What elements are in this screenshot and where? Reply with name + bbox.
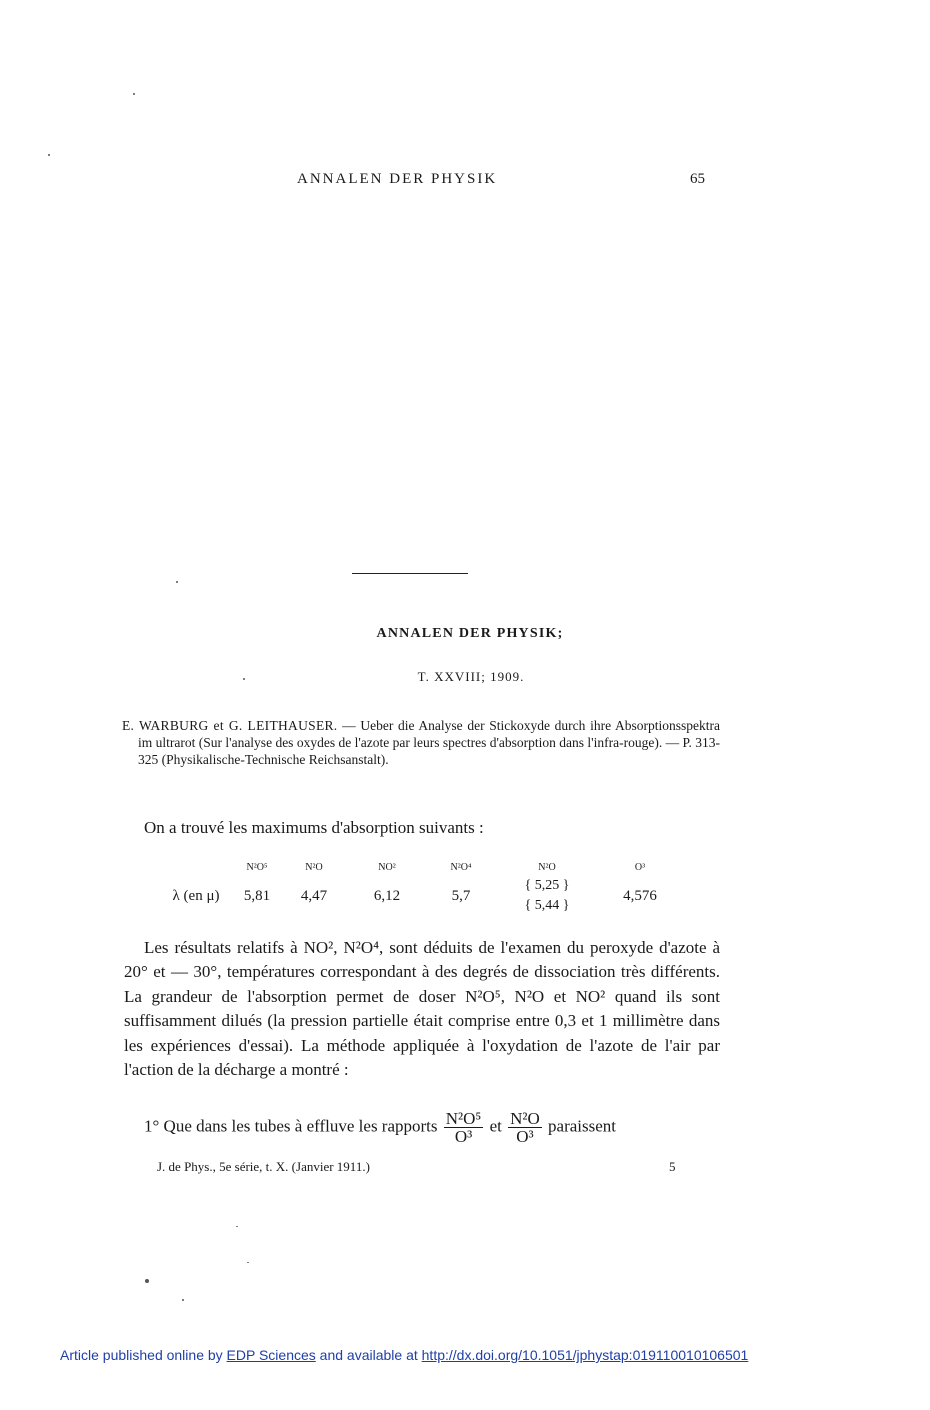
enumeration-mid: et — [489, 1116, 502, 1136]
fraction-denominator: O³ — [454, 1127, 473, 1146]
page-number: 65 — [690, 171, 705, 187]
doi-link[interactable]: http://dx.doi.org/10.1051/jphystap:019110010106501 — [421, 1347, 749, 1363]
column-header: N²O⁵ — [246, 861, 268, 873]
online-publication-note — [60, 1347, 748, 1363]
absorption-table — [150, 858, 690, 916]
note-middle: and available at — [315, 1347, 422, 1363]
paragraph-text: , N²O⁴ — [333, 938, 380, 957]
column-header: N²O — [538, 861, 556, 873]
reference-text: — Ueber die Analyse der Stickoxyde durch ihre Absorptionsspektra im ultrarot (Sur l'analyse des oxydes de l'azote par leurs spectres d'absorption dans l'infra-rouge). — P. 313-325 (Physikalische-Technische Reichsanstalt). — [138, 718, 720, 767]
scan-speck — [133, 93, 135, 95]
table-cell: 5,7 — [451, 887, 471, 904]
fraction-numerator: N²O — [510, 1109, 540, 1128]
publisher-link[interactable]: EDP Sciences — [226, 1347, 316, 1363]
body-paragraph — [124, 936, 720, 1082]
enumeration-start: 1° Que dans les tubes à effluve les rapports — [144, 1116, 438, 1136]
brace-left: { — [524, 898, 535, 913]
fraction — [508, 1110, 542, 1145]
column-header: N²O⁴ — [450, 861, 472, 873]
scan-speck — [236, 1226, 238, 1227]
table-corner — [150, 858, 242, 876]
paragraph-text: Les résultats relatifs à NO² — [144, 938, 334, 957]
column-header: NO² — [378, 861, 396, 873]
table-value-row — [150, 876, 690, 916]
fraction-denominator: O³ — [516, 1127, 534, 1146]
enumeration-line — [144, 1110, 722, 1145]
table-cell: 6,12 — [373, 887, 401, 904]
fraction-numerator: N²O⁵ — [445, 1109, 482, 1128]
scan-speck — [145, 1279, 149, 1283]
scan-speck — [182, 1299, 184, 1301]
brace-right: } — [559, 898, 570, 913]
bibliographic-reference — [122, 717, 720, 768]
table-cell: 5,25 — [534, 878, 560, 893]
running-title: ANNALEN DER PHYSIK — [297, 171, 498, 187]
fraction — [444, 1110, 484, 1145]
table-cell: 5,81 — [243, 887, 271, 904]
scan-speck — [247, 1262, 249, 1263]
volume-line: T. XXVIII; 1909. — [417, 669, 525, 684]
brace-right: } — [559, 878, 570, 893]
paragraph-text: , sont déduits de l'examen du peroxyde d'azote à 20° et — 30°, températures correspondant à des degrés de dissociation très différents. La grandeur de l'absorption permet de doser N²O⁵, N²O et NO² quand ils sont suffisamment dilués (la pression partielle était comprise entre 0,3 et 1 millimètre dans les expériences d'essai). La méthode appliquée à l'oxydation de l'azote de l'air par l'action de la décharge a montré : — [124, 938, 721, 1080]
column-header: O³ — [634, 861, 646, 873]
enumeration-end: paraissent — [548, 1116, 617, 1136]
reference-authors: E. WARBURG et G. LEITHAUSER. — [122, 718, 338, 733]
section-divider — [352, 573, 468, 574]
column-header: N²O — [305, 861, 323, 873]
scan-speck — [176, 581, 178, 583]
table-cell: 5,44 — [534, 898, 560, 913]
brace-left: { — [524, 878, 535, 893]
intro-sentence: On a trouvé les maximums d'absorption suivants : — [144, 818, 484, 837]
scan-speck — [48, 154, 50, 156]
signature-mark: 5 — [669, 1159, 676, 1174]
journal-citation: J. de Phys., 5e série, t. X. (Janvier 1911.) — [157, 1159, 370, 1174]
table-cell: 4,47 — [300, 887, 328, 904]
table-cell: 4,576 — [623, 887, 657, 904]
table-cell-pair — [504, 876, 590, 916]
note-prefix: Article published online by — [60, 1347, 227, 1363]
brace-group — [504, 876, 590, 916]
row-label: λ (en μ) — [172, 887, 220, 904]
section-title: ANNALEN DER PHYSIK; — [376, 626, 564, 641]
table-header-row — [150, 858, 690, 876]
